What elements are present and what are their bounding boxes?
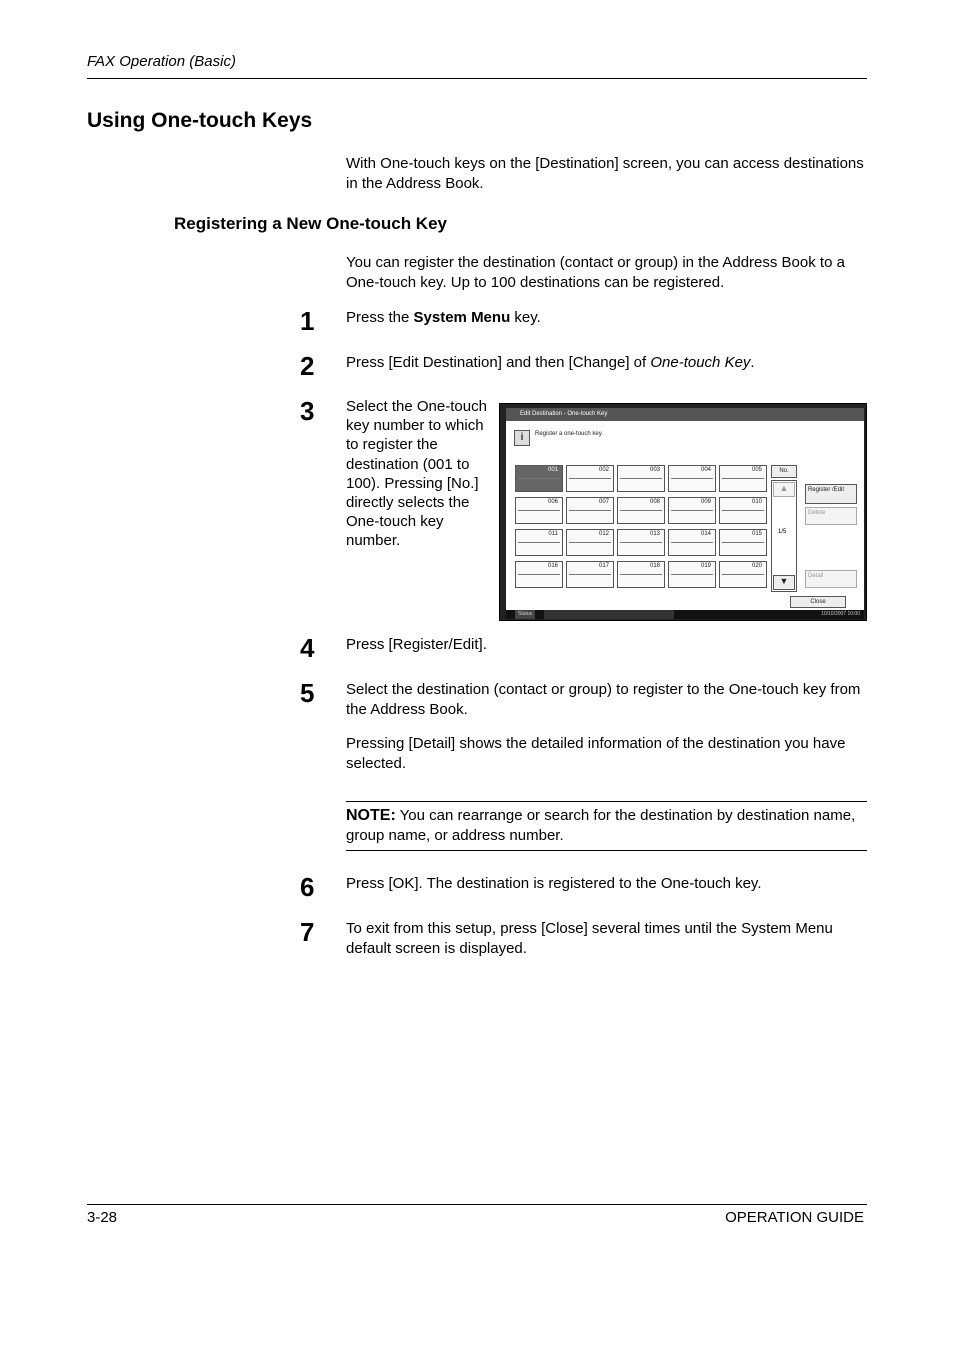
one-touch-key[interactable] <box>668 497 716 524</box>
section-heading: Registering a New One-touch Key <box>174 214 447 233</box>
screen-title-bar: Edit Destination - One-touch Key <box>506 408 864 421</box>
step-4-text: Press [Register/Edit]. <box>346 636 487 653</box>
one-touch-key[interactable] <box>719 465 767 492</box>
one-touch-key-number: 019 <box>700 563 711 569</box>
page-scroll-column <box>771 480 797 592</box>
note <box>346 806 867 845</box>
guide-name: OPERATION GUIDE <box>725 1209 864 1226</box>
step-5-text: Select the destination (contact or group) to register to the One-touch key from the Address Book. <box>346 681 861 718</box>
one-touch-key[interactable] <box>668 465 716 492</box>
one-touch-key[interactable] <box>617 465 665 492</box>
note-label: NOTE: <box>346 807 396 824</box>
one-touch-key[interactable] <box>617 529 665 556</box>
status-field <box>544 610 674 619</box>
status-bar <box>506 610 864 619</box>
status-button[interactable]: Status <box>515 610 535 619</box>
screen-message: Register a one-touch key. <box>535 431 603 437</box>
one-touch-key-number: 017 <box>598 563 609 569</box>
one-touch-key-number: 007 <box>598 499 609 505</box>
header-rule <box>87 78 867 79</box>
one-touch-key[interactable] <box>515 465 563 492</box>
one-touch-key[interactable] <box>719 497 767 524</box>
no-button[interactable]: No. <box>771 465 797 478</box>
step-number-6: 6 <box>300 872 315 902</box>
step-6-text: Press [OK]. The destination is registered to the One-touch key. <box>346 875 762 892</box>
one-touch-key-number: 015 <box>751 531 762 537</box>
one-touch-key-number: 010 <box>751 499 762 505</box>
page-indicator: 1/5 <box>778 529 787 535</box>
one-touch-key-number: 014 <box>700 531 711 537</box>
info-icon: i <box>514 430 530 446</box>
step-number-4: 4 <box>300 633 315 663</box>
page-number: 3-28 <box>87 1209 118 1226</box>
one-touch-key-number: 006 <box>547 499 558 505</box>
scroll-up-button[interactable]: ▲ <box>773 482 795 497</box>
one-touch-key[interactable] <box>719 561 767 588</box>
note-text: You can rearrange or search for the destination by destination name, group name, or address number. <box>346 807 856 844</box>
one-touch-key-number: 009 <box>700 499 711 505</box>
step-number-7: 7 <box>300 917 315 947</box>
one-touch-key[interactable] <box>566 497 614 524</box>
one-touch-key[interactable] <box>617 497 665 524</box>
step-number-1: 1 <box>300 306 315 336</box>
intro-paragraph: With One-touch keys on the [Destination] screen, you can access destinations in the Address Book. <box>346 155 864 192</box>
scroll-down-button[interactable]: ▼ <box>773 575 795 590</box>
note-top-rule <box>346 801 867 802</box>
one-touch-key-number: 005 <box>751 467 762 473</box>
one-touch-key[interactable] <box>719 529 767 556</box>
step-1-text: Press the System Menu key. <box>346 309 541 326</box>
note-bottom-rule <box>346 850 867 851</box>
status-datetime: 10/10/2007 10:00 <box>821 611 860 617</box>
delete-button[interactable]: Delete <box>805 507 857 525</box>
one-touch-key[interactable] <box>515 529 563 556</box>
one-touch-key-number: 001 <box>547 467 558 473</box>
one-touch-key[interactable] <box>668 561 716 588</box>
step-2-text: Press [Edit Destination] and then [Change] of One-touch Key. <box>346 354 755 371</box>
one-touch-key-number: 016 <box>547 563 558 569</box>
one-touch-key-number: 002 <box>598 467 609 473</box>
step-number-5: 5 <box>300 678 315 708</box>
step-5-detail: Pressing [Detail] shows the detailed information of the destination you have selected. <box>346 735 846 772</box>
one-touch-key[interactable] <box>566 561 614 588</box>
one-touch-key-number: 011 <box>548 531 558 537</box>
step-number-3: 3 <box>300 396 315 426</box>
one-touch-key-number: 018 <box>649 563 660 569</box>
step-number-2: 2 <box>300 351 315 381</box>
one-touch-key[interactable] <box>617 561 665 588</box>
section-intro: You can register the destination (contact or group) in the Address Book to a One-touch key. Up to 100 destinations can be registered. <box>346 254 845 291</box>
one-touch-key[interactable] <box>566 529 614 556</box>
one-touch-key[interactable] <box>566 465 614 492</box>
one-touch-key-number: 012 <box>598 531 609 537</box>
footer-rule <box>87 1204 867 1205</box>
one-touch-key[interactable] <box>668 529 716 556</box>
step-3-text: Select the One-touch key number to which to register the destination (001 to 100). Pressing [No.] directly selects the One-touch key number. <box>346 398 487 550</box>
one-touch-key-number: 003 <box>649 467 660 473</box>
screen-content <box>506 408 864 610</box>
one-touch-key-number: 013 <box>649 531 660 537</box>
step-7-text: To exit from this setup, press [Close] several times until the System Menu default screen is displayed. <box>346 920 833 957</box>
register-edit-button[interactable]: Register /Edit <box>805 484 857 504</box>
detail-button[interactable]: Detail <box>805 570 857 588</box>
page-title: Using One-touch Keys <box>87 109 313 132</box>
close-button[interactable]: Close <box>790 596 846 608</box>
one-touch-key[interactable] <box>515 497 563 524</box>
one-touch-key-number: 004 <box>700 467 711 473</box>
running-header: FAX Operation (Basic) <box>87 53 236 70</box>
touch-panel-screenshot <box>499 403 867 621</box>
one-touch-key-number: 008 <box>649 499 660 505</box>
one-touch-key[interactable] <box>515 561 563 588</box>
one-touch-key-number: 020 <box>751 563 762 569</box>
